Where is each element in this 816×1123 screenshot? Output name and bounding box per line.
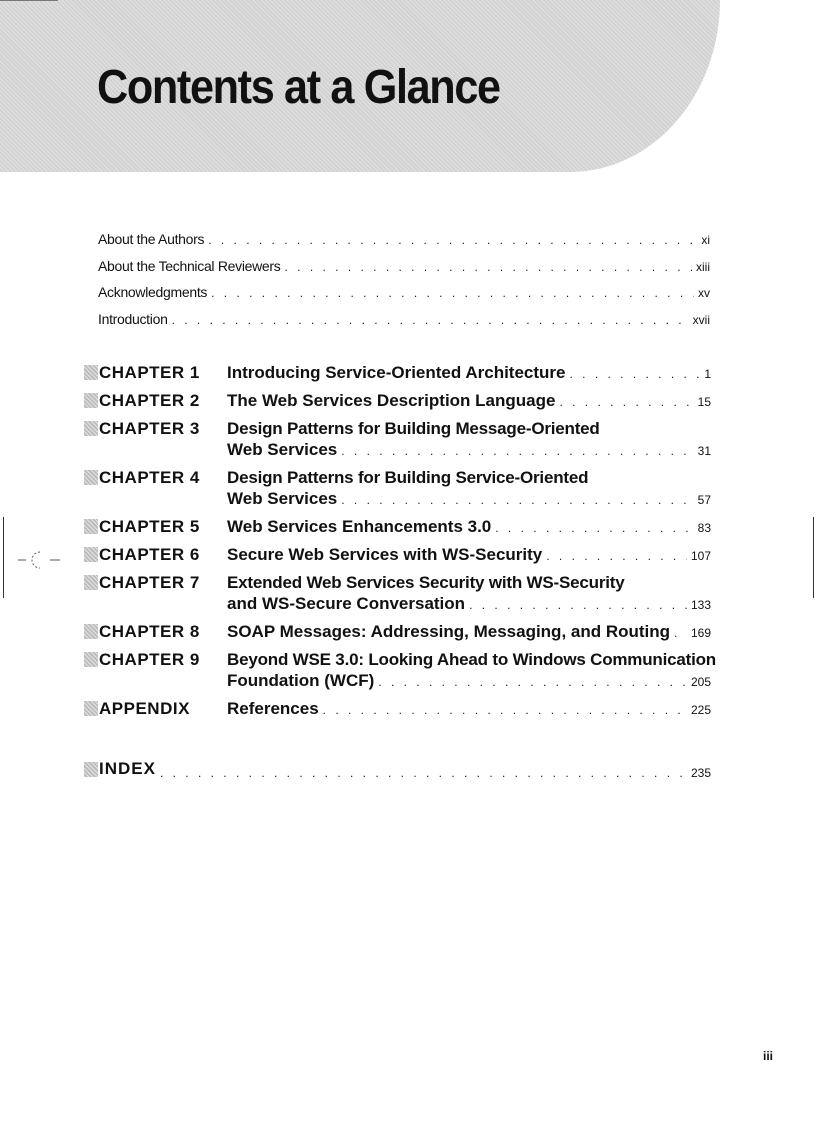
chapter-title-block [227,362,711,383]
chapter-title-row [227,439,711,460]
index-page-number: 235 [690,765,711,780]
chapter-label-text: CHAPTER 4 [99,467,200,487]
chapter-marker-icon [84,624,98,639]
index-label [84,759,156,779]
chapter-title-line: References [227,699,319,718]
dot-leader [160,766,687,780]
chapter-marker-icon [84,393,98,408]
toc-entry[interactable] [98,311,710,338]
chapter-page-number: 83 [697,521,711,535]
dot-leader [378,672,687,693]
chapter-title-line: Web Services [227,440,338,459]
page-title: Contents at a Glance [97,61,500,114]
chapter-label [84,621,227,642]
chapter-title-row [227,544,711,565]
dot-leader [208,233,697,247]
toc-entry[interactable] [98,284,710,311]
chapter-title-line: Design Patterns for Building Service-Oriented [227,468,589,487]
chapter-page-number: 133 [690,598,711,612]
chapter-entry[interactable] [84,698,711,719]
chapter-label [84,467,227,488]
chapter-entry[interactable] [84,362,711,383]
chapter-marker-icon [84,701,98,716]
page-folio: iii [763,1049,774,1063]
chapter-marker-icon [84,365,98,380]
chapter-title-block [227,390,711,411]
binding-line-right [813,517,814,598]
chapter-label [84,572,227,593]
chapter-title-row [227,390,711,411]
chapter-label-text: CHAPTER 5 [99,516,200,536]
index-marker-icon [84,762,98,777]
chapter-label-text: CHAPTER 8 [99,621,200,641]
chapter-title-row [227,362,711,383]
chapter-label-text: CHAPTER 3 [99,418,200,438]
chapter-entry[interactable] [84,572,711,614]
toc-entry-page: xv [698,286,710,300]
chapter-page-number: 205 [690,675,711,689]
chapter-title-line: Web Services Enhancements 3.0 [227,517,492,536]
toc-entry[interactable] [98,231,710,258]
chapter-title-line: Extended Web Services Security with WS-Security [227,573,625,592]
chapter-page-number: 107 [690,549,711,563]
chapter-marker-icon [84,519,98,534]
dot-leader [495,518,693,539]
chapter-title-row [227,488,711,509]
chapter-marker-icon [84,421,98,436]
dot-leader [323,700,687,721]
chapter-title-line: Introducing Service-Oriented Architecture [227,363,566,382]
toc-entry-label: Introduction [98,310,168,327]
chapter-entry[interactable] [84,621,711,642]
chapter-label [84,544,227,565]
chapter-label-text: CHAPTER 2 [99,390,200,410]
chapter-page-number: 57 [697,493,711,507]
toc-entry-page: xiii [696,259,710,274]
chapter-title-line: Secure Web Services with WS-Security [227,545,543,564]
chapter-label [84,418,227,439]
chapter-entry[interactable] [84,390,711,411]
chapter-page-number: 169 [690,626,711,640]
chapter-title-block [227,544,711,565]
toc-entry[interactable] [98,258,710,285]
chapter-label-text: CHAPTER 6 [99,544,200,564]
chapter-entry[interactable] [84,418,711,460]
chapter-label-text: CHAPTER 7 [99,572,200,592]
toc-entry-label: About the Authors [98,231,205,247]
chapter-title-block [227,516,711,537]
chapter-entry[interactable] [84,544,711,565]
chapter-title-block [227,418,711,460]
chapter-title-row [227,698,711,719]
chapter-label-text: CHAPTER 9 [99,649,200,669]
chapter-list [84,362,716,726]
dot-leader [284,260,692,274]
chapter-title-row [227,593,711,614]
chapter-title-block [227,649,716,691]
chapter-page-number: 1 [704,367,711,381]
chapter-title-row [227,516,711,537]
chapter-label [84,698,227,719]
dot-leader [674,623,687,644]
front-matter-list [98,231,710,337]
dot-leader [341,441,693,462]
chapter-title-row [227,670,711,691]
chapter-page-number: 15 [697,395,711,409]
chapter-label [84,362,227,383]
chapter-label-text: APPENDIX [99,698,190,718]
chapter-title-line: Beyond WSE 3.0: Looking Ahead to Windows Communication [227,650,716,669]
chapter-marker-icon [84,575,98,590]
chapter-label [84,390,227,411]
chapter-page-number: 31 [697,444,711,458]
chapter-marker-icon [84,470,98,485]
chapter-label [84,649,227,670]
chapter-title-block [227,621,711,642]
chapter-entry[interactable] [84,467,711,509]
chapter-title-block [227,467,711,509]
dot-leader [172,313,689,327]
index-label-text: INDEX [99,759,156,778]
toc-entry-page: xi [701,233,710,247]
chapter-title-line: and WS-Secure Conversation [227,594,466,613]
chapter-marker-icon [84,547,98,562]
dot-leader [559,392,693,413]
chapter-label [84,516,227,537]
dot-leader [469,595,687,616]
dot-leader [570,364,701,385]
dot-leader [546,546,687,567]
index-entry[interactable] [84,759,711,780]
chapter-marker-icon [84,652,98,667]
chapter-title-line: Web Services [227,489,338,508]
chapter-title-line: The Web Services Description Language [227,391,556,410]
dot-leader [341,490,693,511]
corner-rule [0,0,58,1]
toc-entry-label: Acknowledgments [98,284,208,300]
chapter-title-row [227,621,711,642]
chapter-title-block [227,572,711,614]
chapter-entry[interactable] [84,649,716,691]
dot-leader [211,286,694,300]
toc-entry-page: xvii [692,312,710,327]
chapter-title-line: SOAP Messages: Addressing, Messaging, and Routing [227,622,671,641]
chapter-page-number: 225 [690,703,711,717]
chapter-label-text: CHAPTER 1 [99,362,200,382]
chapter-title-line: Foundation (WCF) [227,671,375,690]
binding-line-left [3,517,4,598]
toc-entry-label: About the Technical Reviewers [98,257,281,274]
chapter-entry[interactable] [84,516,711,537]
chapter-title-line: Design Patterns for Building Message-Oriented [227,419,600,438]
chapter-title-block [227,698,711,719]
registration-mark-icon [16,549,64,571]
